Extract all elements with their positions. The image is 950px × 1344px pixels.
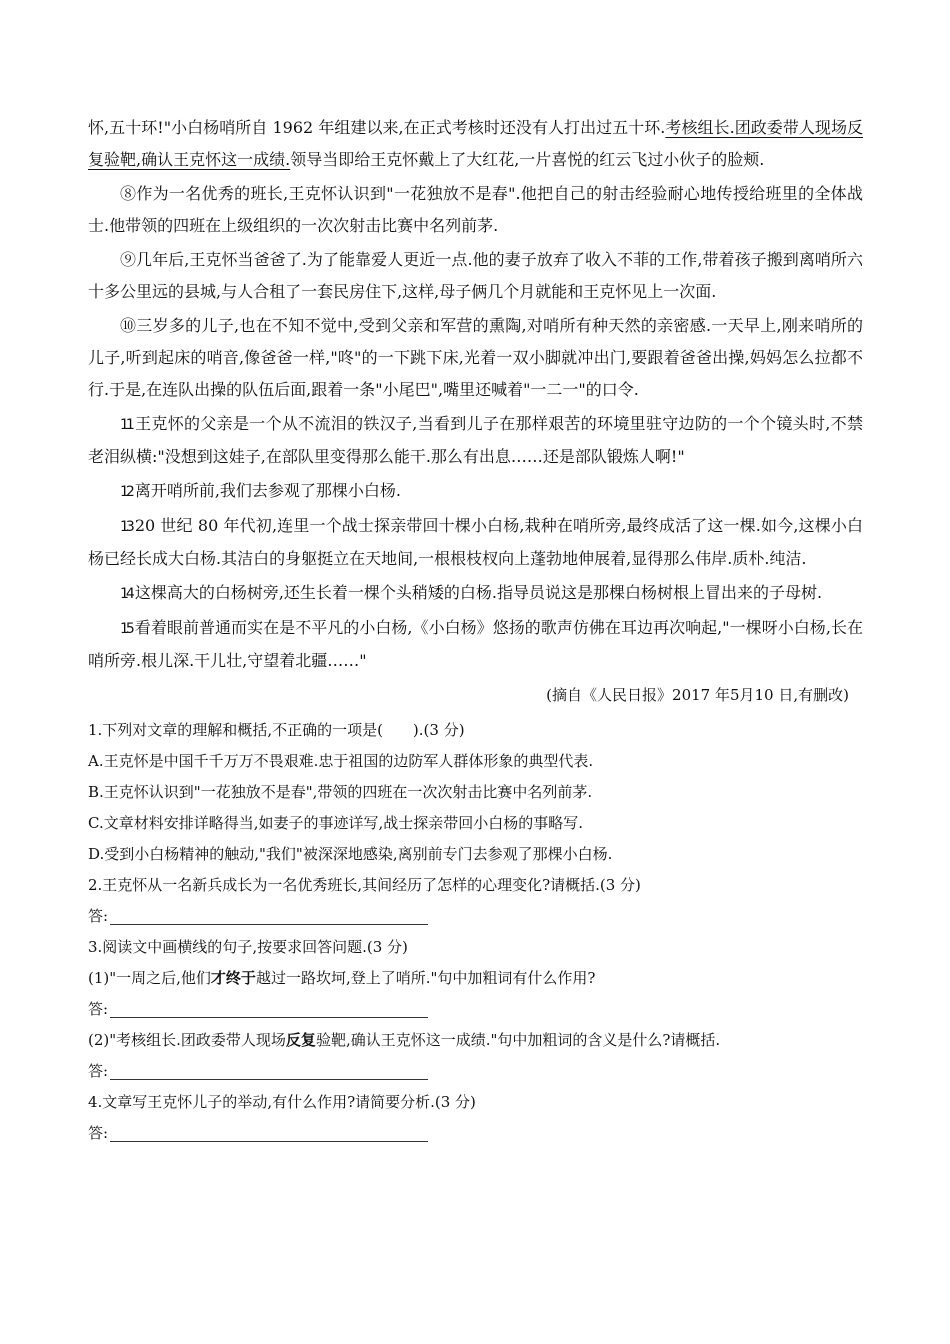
- answer-label: 答:: [88, 1000, 109, 1018]
- bold-word: 才终于: [210, 969, 256, 987]
- answer-line: [88, 1118, 863, 1149]
- paragraph-8: ⑧作为一名优秀的班长,王克怀认识到"一花独放不是春".他把自己的射击经验耐心地传授给班里的全体战士.他带领的四班在上级组织的一次次射击比赛中名列前茅.: [88, 184, 863, 235]
- question-text: (1)"一周之后,他们: [88, 969, 211, 987]
- paragraph-number: 12: [120, 484, 132, 500]
- paragraph-text: 离开哨所前,我们去参观了那棵小白杨.: [134, 481, 402, 500]
- paragraph-number: 15: [120, 621, 132, 637]
- answer-blank[interactable]: [110, 1125, 428, 1142]
- question-1: 1.下列对文章的理解和概括,不正确的一项是( ).(3 分): [88, 721, 465, 739]
- paragraph-14: [88, 577, 863, 610]
- option-d: D.受到小白杨精神的触动,"我们"被深深地感染,离别前专门去参观了那棵小白杨.: [88, 845, 613, 863]
- option-c: C.文章材料安排详略得当,如妻子的事迹详写,战士探亲带回小白杨的事略写.: [88, 814, 584, 832]
- question-text: 越过一路坎坷,登上了哨所."句中加粗词有什么作用?: [255, 969, 596, 987]
- underlined-sentence: 考核组长.团政委带人现场反复验靶,确认王克怀这一成绩.: [88, 118, 863, 169]
- answer-line: [88, 994, 863, 1025]
- question-text: 验靶,确认王克怀这一成绩."句中加粗词的含义是什么?请概括.: [315, 1031, 721, 1049]
- question-4: 4.文章写王克怀儿子的举动,有什么作用?请简要分析.(3 分): [88, 1093, 476, 1111]
- paragraph-number: 13: [120, 519, 132, 535]
- answer-blank[interactable]: [110, 908, 428, 925]
- question-2: 2.王克怀从一名新兵成长为一名优秀班长,其间经历了怎样的心理变化?请概括.(3 分): [88, 876, 641, 894]
- option-a: A.王克怀是中国千千万万不畏艰难.忠于祖国的边防军人群体形象的典型代表.: [88, 752, 594, 770]
- question-3-1: [88, 963, 863, 994]
- answer-blank[interactable]: [110, 1001, 428, 1018]
- answer-line: [88, 1056, 863, 1087]
- question-3: 3.阅读文中画横线的句子,按要求回答问题.(3 分): [88, 938, 408, 956]
- document-page: [88, 112, 863, 1149]
- paragraph-text: 20 世纪 80 年代初,连里一个战士探亲带回十棵小白杨,栽种在哨所旁,最终成活了这一棵.如今,这棵小白杨已经长成大白杨.其洁白的身躯挺立在天地间,一根根枝杈向上蓬勃地伸展着,显得那么伟岸.质朴.纯洁.: [88, 516, 863, 568]
- paragraph-number: 11: [120, 417, 132, 433]
- question-text: (2)"考核组长.团政委带人现场: [88, 1031, 286, 1049]
- paragraph-text: 看着眼前普通而实在是不平凡的小白杨,《小白杨》悠扬的歌声仿佛在耳边再次响起,"一棵呀小白杨,长在哨所旁.根儿深.干儿壮,守望着北疆……": [88, 618, 863, 670]
- paragraph-11: [88, 408, 863, 473]
- answer-line: [88, 901, 863, 932]
- answer-label: 答:: [88, 1124, 109, 1142]
- paragraph-7-continued: [88, 112, 863, 176]
- paragraph-12: [88, 475, 863, 508]
- answer-label: 答:: [88, 907, 109, 925]
- paragraph-text: 领导当即给王克怀戴上了大红花,一片喜悦的红云飞过小伙子的脸颊.: [290, 150, 765, 169]
- source-citation: (摘自《人民日报》2017 年5月10 日,有删改): [546, 686, 849, 704]
- bold-word: 反复: [285, 1031, 316, 1049]
- paragraph-text: 王克怀的父亲是一个从不流泪的铁汉子,当看到儿子在那样艰苦的环境里驻守边防的一个个镜头时,不禁老泪纵横:"没想到这娃子,在部队里变得那么能干.那么有出息……还是部队锻炼人啊!": [88, 414, 863, 466]
- paragraph-number: 14: [120, 586, 132, 602]
- paragraph-13: [88, 510, 863, 575]
- paragraph-9: ⑨几年后,王克怀当爸爸了.为了能靠爱人更近一点.他的妻子放弃了收入不菲的工作,带着孩子搬到离哨所六十多公里远的县城,与人合租了一套民房住下,这样,母子俩几个月就能和王克怀见上一次面.: [88, 250, 863, 301]
- paragraph-text: 这棵高大的白杨树旁,还生长着一棵个头稍矮的白杨.指导员说这是那棵白杨树根上冒出来的子母树.: [134, 583, 823, 602]
- paragraph-10: ⑩三岁多的儿子,也在不知不觉中,受到父亲和军营的熏陶,对哨所有种天然的亲密感.一天早上,刚来哨所的儿子,听到起床的哨音,像爸爸一样,"咚"的一下跳下床,光着一双小脚就冲出门,要跟着爸爸出操,妈妈怎么拉都不行.于是,在连队出操的队伍后面,跟着一条"小尾巴",嘴里还喊着"一二一"的口令.: [88, 316, 863, 399]
- answer-label: 答:: [88, 1062, 109, 1080]
- answer-blank[interactable]: [110, 1063, 428, 1080]
- paragraph-text: 怀,五十环!"小白杨哨所自 1962 年组建以来,在正式考核时还没有人打出过五十环.: [88, 118, 666, 137]
- question-3-2: [88, 1025, 863, 1056]
- option-b: B.王克怀认识到"一花独放不是春",带领的四班在一次次射击比赛中名列前茅.: [88, 783, 593, 801]
- paragraph-15: [88, 612, 863, 677]
